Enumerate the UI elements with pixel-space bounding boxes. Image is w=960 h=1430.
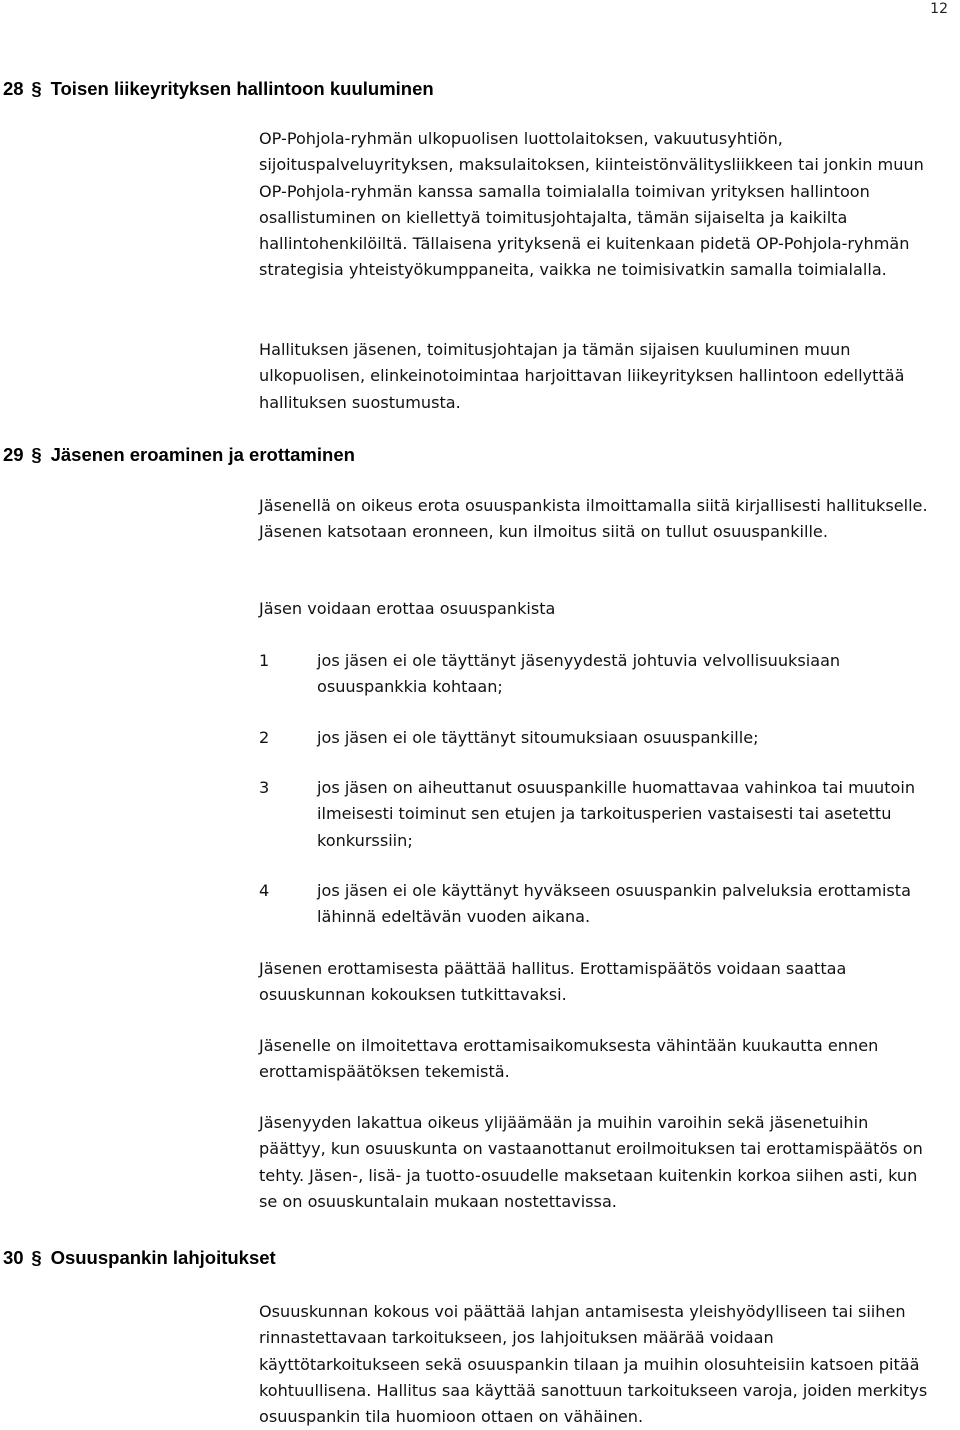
s29-intro-paragraph-1: Jäsenellä on oikeus erota osuuspankista ilmoittamalla siitä kirjallisesti hallitukselle. Jäsenen katsotaan eronneen, kun ilmoitus siitä on tullut osuuspankille. xyxy=(259,496,928,542)
s29-list-item-1 xyxy=(259,648,939,701)
s29-outro-paragraph-3: Jäsenyyden lakattua oikeus ylijäämään ja muihin varoihin sekä jäsenetuihin päättyy, kun osuuskunta on vastaanottanut eroilmoituksen tai erottamispäätös on tehty. Jäsen-, lisä- ja tuotto-osuudelle maksetaan kuitenkin korkoa siihen asti, kun se on osuuskuntalain mukaan nostettavissa. xyxy=(259,1113,923,1211)
s30-paragraph-1: Osuuskunnan kokous voi päättää lahjan antamisesta yleishyödylliseen tai siihen rinnastettavaan tarkoitukseen, jos lahjoituksen määrää voidaan käyttötarkoitukseen sekä osuuspankin tilaan ja muihin olosuhteisiin katsoen pitää kohtuullisena. Hallitus saa käyttää sanottuun tarkoitukseen varoja, joiden merkitys osuuspankin tila huomioon ottaen on vähäinen. xyxy=(259,1302,928,1427)
section-title: Jäsenen eroaminen ja erottaminen xyxy=(50,444,355,465)
list-number: 3 xyxy=(259,778,270,797)
s29-outro-paragraph-1: Jäsenen erottamisesta päättää hallitus. Erottamispäätös voidaan saattaa osuuskunnan kokouksen tutkittavaksi. xyxy=(259,959,847,1005)
section-30-heading xyxy=(3,1246,276,1270)
list-text: jos jäsen on aiheuttanut osuuspankille huomattavaa vahinkoa tai muutoin ilmeisesti toiminut sen etujen ja tarkoitusperien vastaisesti tai asetettu konkurssiin; xyxy=(317,778,916,850)
s28-paragraph-1: OP-Pohjola-ryhmän ulkopuolisen luottolaitoksen, vakuutusyhtiön, sijoituspalveluyrityksen, maksulaitoksen, kiinteistönvälitysliikkeen tai jonkin muun OP-Pohjola-ryhmän kanssa samalla toimialalla toimivan yrityksen hallintoon osallistuminen on kiellettyä toimitusjohtajalta, tämän sijaiselta ja kaikilta hallintohenkilöiltä. Tällaisena yrityksenä ei kuitenkaan pidetä OP-Pohjola-ryhmän strategisia yhteistyökumppaneita, vaikka ne toimisivatkin samalla toimialalla. xyxy=(259,129,924,280)
list-number: 4 xyxy=(259,881,270,900)
s29-list-item-4 xyxy=(259,878,939,931)
section-29-heading xyxy=(3,443,355,467)
section-title: Toisen liikeyrityksen hallintoon kuuluminen xyxy=(50,78,434,99)
section-symbol: § xyxy=(31,444,42,465)
s28-paragraph-2: Hallituksen jäsenen, toimitusjohtajan ja tämän sijaisen kuuluminen muun ulkopuolisen, elinkeinotoimintaa harjoittavan liikeyrityksen hallintoon edellyttää hallituksen suostumusta. xyxy=(259,340,905,412)
section-title: Osuuspankin lahjoitukset xyxy=(50,1247,276,1268)
s29-outro-paragraph-2: Jäsenelle on ilmoitettava erottamisaikomuksesta vähintään kuukautta ennen erottamispäätöksen tekemistä. xyxy=(259,1036,879,1082)
s29-list-item-2 xyxy=(259,725,939,751)
page-number: 12 xyxy=(930,1,948,17)
section-symbol: § xyxy=(31,1247,42,1268)
section-number: 30 xyxy=(3,1247,24,1268)
s29-intro-paragraph-2: Jäsen voidaan erottaa osuuspankista xyxy=(259,599,556,618)
section-28-heading xyxy=(3,77,434,101)
section-number: 29 xyxy=(3,444,24,465)
list-text: jos jäsen ei ole täyttänyt sitoumuksiaan osuuspankille; xyxy=(317,728,759,747)
list-number: 2 xyxy=(259,728,270,747)
section-number: 28 xyxy=(3,78,24,99)
s29-list-item-3 xyxy=(259,775,939,854)
section-symbol: § xyxy=(31,78,42,99)
list-text: jos jäsen ei ole täyttänyt jäsenyydestä johtuvia velvollisuuksiaan osuuspankkia kohtaan; xyxy=(317,651,841,697)
list-number: 1 xyxy=(259,651,270,670)
list-text: jos jäsen ei ole käyttänyt hyväkseen osuuspankin palveluksia erottamista lähinnä edeltävän vuoden aikana. xyxy=(317,881,911,927)
